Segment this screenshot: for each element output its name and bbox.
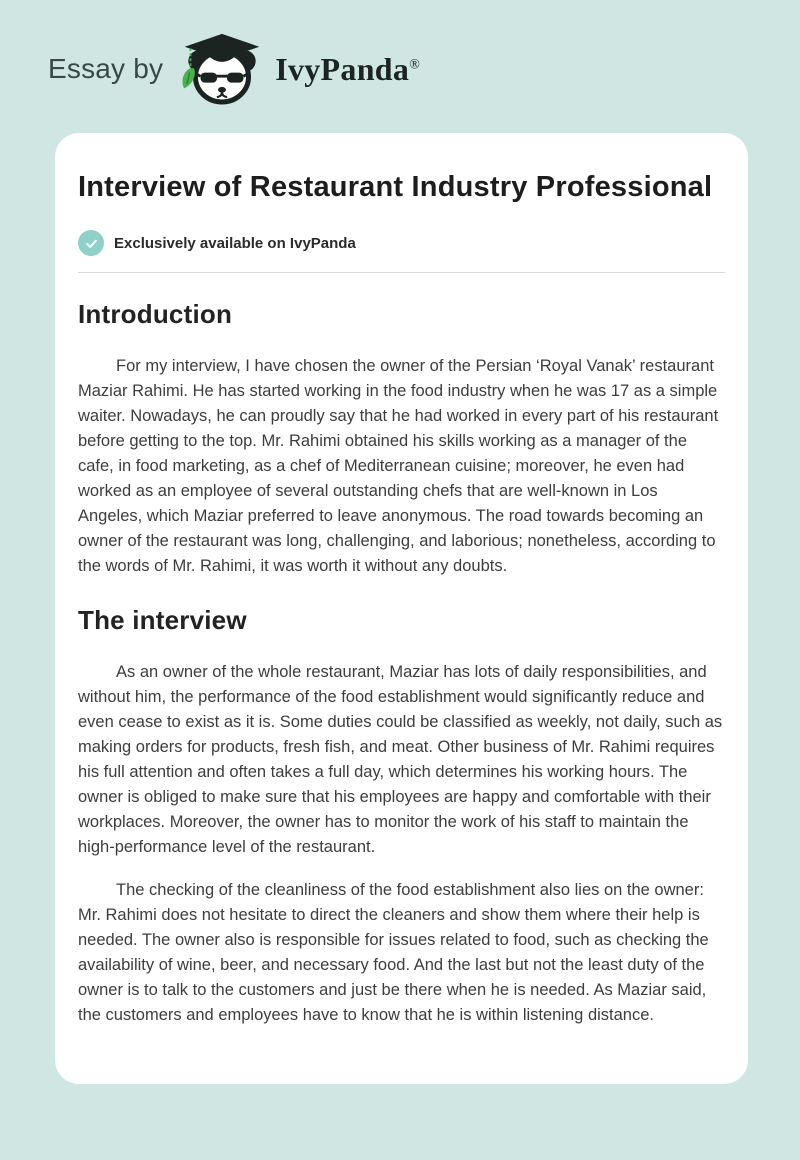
paragraph: As an owner of the whole restaurant, Maziar has lots of daily responsibilities, and without him, the performance of the food establishment would significantly reduce and even cease to exist as it is. Some duties could be classified as weekly, not daily, such as making orders for products, fresh fish, and meat. Other business of Mr. Rahimi requires his full attention and often takes a full day, which determines his working hours. The owner is obliged to make sure that his employees are happy and comfortable with their workplaces. Moreover, the owner has to monitor the work of his staff to maintain the high-performance level of the restaurant. xyxy=(78,663,723,856)
panda-graduation-cap-icon xyxy=(179,29,265,109)
exclusive-badge-label: Exclusively available on IvyPanda xyxy=(114,234,356,252)
registered-trademark: ® xyxy=(409,56,421,72)
brand-logo-text xyxy=(275,51,420,88)
brand-name: IvyPanda xyxy=(275,50,410,87)
section-heading-introduction: Introduction xyxy=(78,299,233,329)
check-icon xyxy=(78,230,104,256)
essay-title: Interview of Restaurant Industry Professional xyxy=(78,171,713,203)
section-heading-the-interview: The interview xyxy=(78,605,247,635)
paragraph: The checking of the cleanliness of the food establishment also lies on the owner: Mr. Rahimi does not hesitate to direct the cleaners and show them where their help is needed. The owner also is responsible for issues related to food, such as checking the availability of wine, beer, and necessary food. And the last but not the least duty of the owner is to talk to the customers and just be there when he is needed. As Maziar said, the customers and employees have to know that he is within listening distance. xyxy=(78,881,709,1024)
essay-card xyxy=(55,133,748,1084)
paragraph: For my interview, I have chosen the owner of the Persian ‘Royal Vanak’ restaurant Maziar Rahimi. He has started working in the food industry when he was 17 as a simple waiter. Nowadays, he can proudly say that he had worked in every part of his restaurant before getting to the top. Mr. Rahimi obtained his skills working as a manager of the cafe, in food marketing, as a chef of Mediterranean cuisine; moreover, he even had worked as an employee of several outstanding chefs that are well-known in Los Angeles, which Maziar preferred to leave anonymous. The road towards becoming an owner of the restaurant was long, challenging, and laborious; nonetheless, according to the words of Mr. Rahimi, it was worth it without any doubts. xyxy=(78,357,719,575)
exclusive-badge xyxy=(78,230,725,256)
essay-by-label: Essay by xyxy=(48,53,164,84)
divider xyxy=(78,272,725,273)
page-header xyxy=(0,0,800,108)
